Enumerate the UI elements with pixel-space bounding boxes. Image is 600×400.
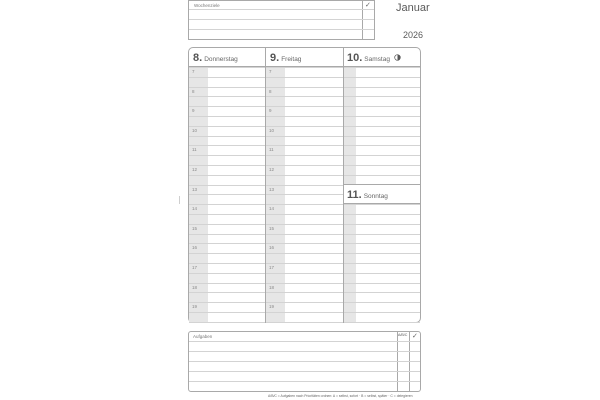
hour-label: 10 [192,127,198,133]
weekly-goals-box [188,0,375,40]
hour-label: 8 [192,88,195,94]
ruled-line [189,194,265,195]
hour-label: 19 [269,304,275,310]
ruled-line [189,273,265,274]
ruled-line [189,155,265,156]
ruled-line [189,185,265,186]
ruled-line [344,322,420,323]
ruled-line [344,67,420,68]
hour-label: 18 [192,284,198,290]
ruled-line [189,263,265,264]
tasks-label: Aufgaben [193,334,213,339]
task-line [189,341,420,342]
day-header-friday [270,52,301,64]
hour-label: 18 [269,284,275,290]
ruled-line [189,204,265,205]
ruled-line [266,96,343,97]
day-header-thursday [193,52,238,64]
ruled-line [266,204,343,205]
hour-label: 11 [269,147,274,153]
ruled-line [266,194,343,195]
ruled-line [266,263,343,264]
weekly-goals-line [189,9,374,10]
ruled-line [266,126,343,127]
hour-label: 15 [269,225,275,231]
ruled-line [344,302,420,303]
day-name: Sonntag [363,193,388,200]
ruled-line [189,253,265,254]
task-line [189,361,420,362]
ruled-line [344,204,420,205]
ruled-line [344,175,420,176]
tasks-check-icon: ✓ [412,332,418,340]
hour-label: 11 [192,147,197,153]
ruled-line [266,67,343,68]
ruled-line [266,87,343,88]
ruled-line [266,283,343,284]
day-header-saturday [347,52,401,64]
hour-label: 13 [269,186,275,192]
ruled-line [189,136,265,137]
hour-label: 19 [192,304,198,310]
day-number: 11. [347,189,362,201]
ruled-line [344,292,420,293]
ruled-line [266,273,343,274]
year-label: 2026 [403,30,424,40]
priority-abc-icon: A/B/C [398,333,408,337]
ruled-line [344,116,420,117]
hour-label: 8 [269,88,272,94]
day-name: Samstag [364,56,390,63]
ruled-line [344,263,420,264]
hour-label: 7 [269,69,272,74]
ruled-line [266,214,343,215]
month-title: Januar [396,2,430,14]
task-line [189,381,420,382]
weekly-goals-check-icon: ✓ [365,1,371,9]
ruled-line [189,67,265,68]
weekly-goals-line [189,29,374,30]
ruled-line [266,224,343,225]
margin-mark [179,196,180,204]
hour-label: 17 [192,265,198,270]
ruled-line [344,283,420,284]
day-name: Freitag [281,56,302,63]
hour-label: 15 [192,225,198,231]
ruled-line [189,234,265,235]
hour-label: 13 [192,186,198,192]
hour-label: 12 [269,167,275,172]
ruled-line [189,302,265,303]
ruled-line [344,273,420,274]
ruled-line [266,234,343,235]
ruled-line [189,224,265,225]
ruled-line [344,136,420,137]
hour-label: 17 [269,265,275,270]
hour-label: 12 [192,167,198,172]
day-header-sunday [347,189,388,201]
priority-legend: A/B/C = Aufgaben nach Prioritäten ordnen: A = selbst, sofort · B = selbst, später · C = delegieren [268,394,413,398]
hour-label: 9 [192,108,195,114]
ruled-line [344,234,420,235]
ruled-line [344,312,420,313]
day-number: 9. [270,52,280,64]
weekly-goals-check-divider [362,0,363,40]
ruled-line [189,214,265,215]
ruled-line [344,155,420,156]
ruled-line [344,77,420,78]
ruled-line [344,214,420,215]
hour-label: 9 [269,108,272,114]
day-number: 8. [193,52,203,64]
ruled-line [189,312,265,313]
hour-label: 7 [192,69,195,74]
ruled-line [189,126,265,127]
ruled-line [266,136,343,137]
ruled-line [266,253,343,254]
day-number: 10. [347,52,363,64]
ruled-line [189,96,265,97]
ruled-line [344,96,420,97]
weekly-goals-label: Wochenziele [194,3,220,8]
ruled-line [266,77,343,78]
ruled-line [344,253,420,254]
ruled-line [189,283,265,284]
ruled-line [266,302,343,303]
day-name: Donnerstag [204,56,238,63]
hour-label: 16 [269,245,275,251]
ruled-line [189,322,265,323]
ruled-line [266,116,343,117]
ruled-line [344,87,420,88]
ruled-line [189,106,265,107]
ruled-line [266,312,343,313]
ruled-line [266,243,343,244]
ruled-line [189,175,265,176]
weekly-goals-line [189,19,374,20]
sunday-divider-top [344,184,420,185]
ruled-line [189,87,265,88]
ruled-line [344,126,420,127]
hour-label: 16 [192,245,198,251]
ruled-line [266,165,343,166]
ruled-line [266,292,343,293]
ruled-line [266,155,343,156]
hour-label: 10 [269,127,275,133]
ruled-line [266,145,343,146]
ruled-line [189,116,265,117]
hour-label: 14 [269,206,275,212]
ruled-line [344,165,420,166]
ruled-line [189,145,265,146]
hour-label: 14 [192,206,198,212]
ruled-line [189,165,265,166]
ruled-line [266,185,343,186]
half-moon-icon [394,54,401,61]
ruled-line [344,145,420,146]
ruled-line [189,77,265,78]
ruled-line [266,106,343,107]
ruled-line [344,106,420,107]
ruled-line [189,292,265,293]
ruled-line [189,243,265,244]
ruled-line [344,224,420,225]
task-line [189,351,420,352]
ruled-line [266,322,343,323]
ruled-line [344,243,420,244]
task-line [189,371,420,372]
ruled-line [266,175,343,176]
